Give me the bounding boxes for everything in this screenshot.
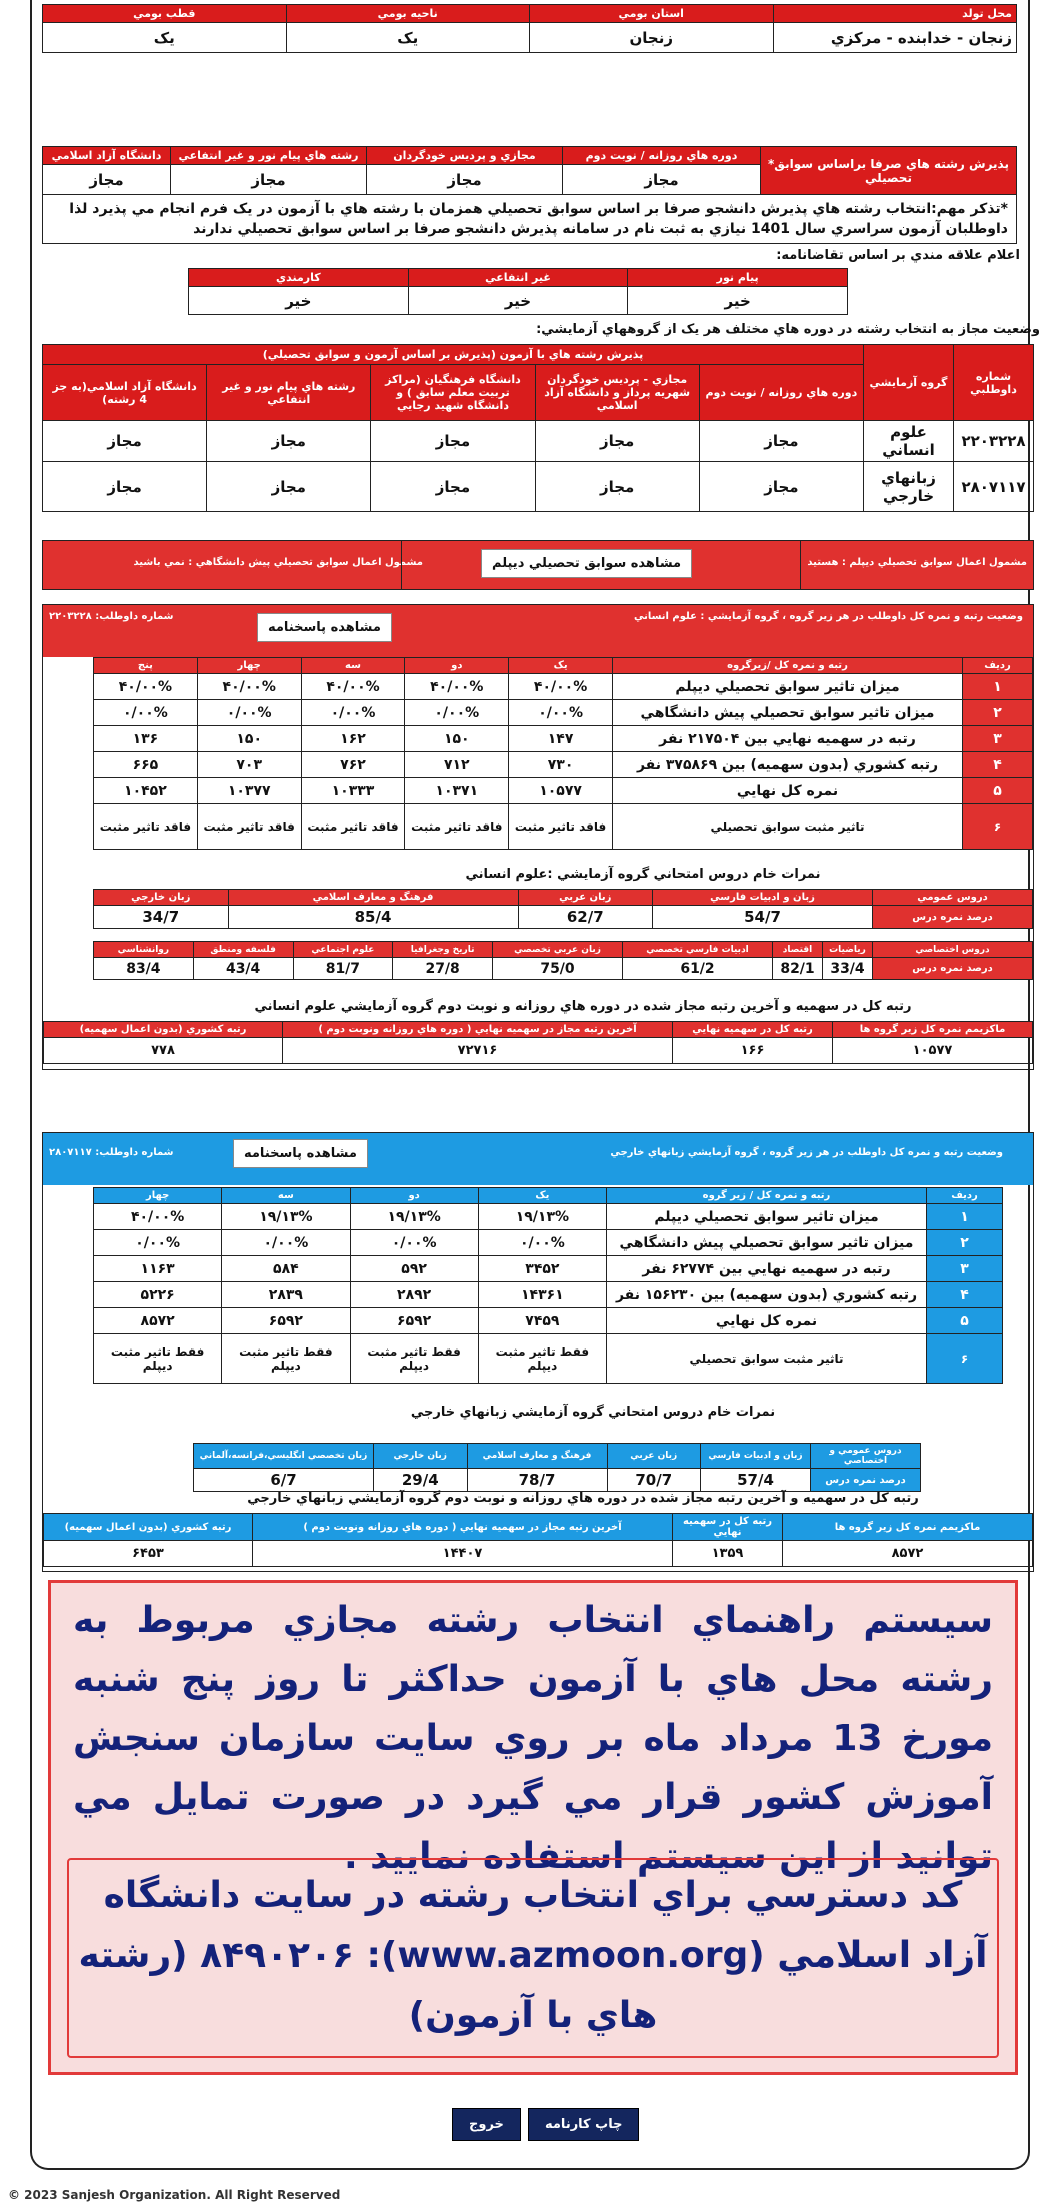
value-cell: ۱۴۷ — [509, 726, 613, 752]
value-cell: ۷۱۲ — [405, 752, 509, 778]
value-cell: ۰/۰۰% — [478, 1230, 606, 1256]
value-cell: ۱۵۰ — [197, 726, 301, 752]
value-cell: فاقد تاثير مثبت — [301, 804, 405, 850]
value-cell: ۶۶۵ — [94, 752, 198, 778]
row-label: ميزان تاثير سوابق تحصيلي ديپلم — [607, 1204, 927, 1230]
header-cell: زبان عربي تخصصي — [493, 942, 623, 958]
raw-scores-title: نمرات خام دروس امتحاني گروه آزمايشي :علوم انساني — [465, 867, 821, 882]
value-cell: ۰/۰۰% — [222, 1230, 350, 1256]
row-label: تاثير مثبت سوابق تحصيلي — [607, 1334, 927, 1384]
header-cell: زبان خارجي — [94, 890, 229, 906]
row-label: نمره کل نهايي — [613, 778, 963, 804]
row-label: ميزان تاثير سوابق تحصيلي ديپلم — [613, 674, 963, 700]
value-cell: 82/1 — [773, 958, 823, 980]
value-cell: ۱۰۳۷۱ — [405, 778, 509, 804]
row-index: ۶ — [963, 804, 1033, 850]
value-cell: ۴۰/۰۰% — [94, 674, 198, 700]
value-cell: ۵۲۲۶ — [94, 1282, 222, 1308]
value-cell: فقط تاثير مثبت ديپلم — [350, 1334, 478, 1384]
value-cell: خير — [408, 287, 628, 315]
value-cell: مجاز — [367, 165, 563, 195]
exit-button[interactable]: خروج — [452, 2108, 521, 2141]
humanities-general-table — [93, 889, 1033, 929]
value-cell: ۶۵۹۲ — [350, 1308, 478, 1334]
header-cell: دروس عمومي و اختصاصي — [811, 1444, 921, 1469]
row-label: رتبه در سهميه نهايي بين ۲۱۷۵۰۴ نفر — [613, 726, 963, 752]
header-cell: ناحيه بومي — [286, 5, 530, 23]
value-cell: ۴۰/۰۰% — [301, 674, 405, 700]
value-cell: فاقد تاثير مثبت — [509, 804, 613, 850]
value-cell: 33/4 — [823, 958, 873, 980]
languages-header — [43, 1133, 1033, 1185]
value-cell: 70/7 — [607, 1469, 701, 1492]
header-cell: زبان عربي — [607, 1444, 701, 1469]
table-row — [94, 804, 1033, 850]
final-rank-title: رتبه کل در سهميه و آخرين رتبه مجاز شده در دوره هاي روزانه و نوبت دوم گروه آزمايشي زبانهاي خارجي — [247, 1491, 919, 1506]
value-cell: يک — [43, 23, 287, 53]
header-cell: ماکزيمم نمره کل زير گروه ها — [783, 1514, 1033, 1541]
value-cell: ۱۴۳۶۱ — [478, 1282, 606, 1308]
value-cell: فاقد تاثير مثبت — [405, 804, 509, 850]
value-cell: 83/4 — [94, 958, 194, 980]
header-cell: روانشناسي — [94, 942, 194, 958]
value-cell: مجاز — [171, 165, 367, 195]
header-cell: مجازي - پرديس خودگردان شهريه پرداز و دانشگاه آزاد اسلامي — [535, 365, 699, 421]
header-cell: رتبه کشوري (بدون اعمال سهميه) — [44, 1514, 253, 1541]
row-label: تاثير مثبت سوابق تحصيلي — [613, 804, 963, 850]
value-cell: ۷۷۸ — [44, 1038, 283, 1064]
header-cell: رديف — [927, 1188, 1003, 1204]
row-index: ۱ — [963, 674, 1033, 700]
header-cell: دانشگاه آزاد اسلامي(به جز 4 رشته) — [43, 365, 207, 421]
row-index: ۱ — [927, 1204, 1003, 1230]
row-index: ۴ — [963, 752, 1033, 778]
value-cell: يک — [286, 23, 530, 53]
value-cell: مجاز — [371, 421, 535, 462]
value-cell: ۶۵۹۲ — [222, 1308, 350, 1334]
row-index: ۶ — [927, 1334, 1003, 1384]
candidate-number: شماره داوطلب: ۲۲۰۳۲۲۸ — [49, 611, 174, 622]
humanities-special-table — [93, 941, 1033, 980]
value-cell: ۲۸۳۹ — [222, 1282, 350, 1308]
birth-table — [42, 4, 1017, 53]
languages-section — [42, 1132, 1034, 1572]
value-cell: 29/4 — [374, 1469, 468, 1492]
row-label: رتبه در سهميه نهايي بين ۶۲۷۷۴ نفر — [607, 1256, 927, 1282]
row-index: ۲ — [963, 700, 1033, 726]
row-label: رتبه کشوري (بدون سهميه) بين ۳۷۵۸۶۹ نفر — [613, 752, 963, 778]
value-cell: ۷۶۲ — [301, 752, 405, 778]
value-cell: ۲۸۰۷۱۱۷ — [954, 462, 1034, 512]
row-label: ميزان تاثير سوابق تحصيلي پيش دانشگاهي — [613, 700, 963, 726]
table-row — [94, 1308, 1003, 1334]
header-cell: دروس اختصاصي — [873, 942, 1033, 958]
header-cell: رياضيات — [823, 942, 873, 958]
header-cell: زبان خارجي — [374, 1444, 468, 1469]
value-cell: ۱۱۶۳ — [94, 1256, 222, 1282]
value-cell: 43/4 — [193, 958, 293, 980]
header-cell: رشته هاي پيام نور و غير انتفاعي — [207, 365, 371, 421]
value-cell: ۷۳۰ — [509, 752, 613, 778]
value-cell: ۰/۰۰% — [350, 1230, 478, 1256]
header-cell: پيام نور — [628, 269, 848, 287]
header-cell: زبان و ادبيات فارسي — [701, 1444, 811, 1469]
header-cell: فرهنگ و معارف اسلامي — [228, 890, 518, 906]
value-cell: 57/4 — [701, 1469, 811, 1492]
table-row — [94, 778, 1033, 804]
print-report-button[interactable]: چاپ کارنامه — [528, 2108, 639, 2141]
value-cell: ۸۵۷۲ — [94, 1308, 222, 1334]
value-cell: ۰/۰۰% — [94, 1230, 222, 1256]
row-index: ۵ — [963, 778, 1033, 804]
value-cell: فقط تاثير مثبت ديپلم — [222, 1334, 350, 1384]
header-cell: کارمندي — [189, 269, 409, 287]
value-cell: فاقد تاثير مثبت — [94, 804, 198, 850]
access-code-text: کد دسترسي براي انتخاب رشته در سايت دانشگاه آزاد اسلامي (www.azmoon.org): ۸۴۹۰۲۰۶ (رشته هاي با آزمون) — [78, 1875, 988, 2036]
header-cell: مجازي و پرديس خودگردان — [367, 147, 563, 165]
status-table — [42, 344, 1034, 512]
humanities-section — [42, 604, 1034, 1070]
header-cell: زبان تخصصي انگليسي،فرانسه،آلماني — [194, 1444, 374, 1469]
value-cell: ۱۰۵۷۷ — [833, 1038, 1033, 1064]
table-row — [94, 1230, 1003, 1256]
value-cell: ۱۰۳۳۳ — [301, 778, 405, 804]
value-cell: ۱۶۲ — [301, 726, 405, 752]
header-cell: زبان عربي — [518, 890, 653, 906]
value-cell: ۰/۰۰% — [197, 700, 301, 726]
notice-box — [48, 1580, 1018, 2075]
value-cell: ۳۴۵۲ — [478, 1256, 606, 1282]
header-cell: رتبه و نمره کل /زيرگروه — [613, 658, 963, 674]
value-cell: زنجان — [530, 23, 774, 53]
value-cell: زبانهاي خارجي — [864, 462, 954, 512]
value-cell: 62/7 — [518, 906, 653, 929]
value-cell: 34/7 — [94, 906, 229, 929]
value-cell: مجاز — [699, 421, 863, 462]
value-cell: ۴۰/۰۰% — [197, 674, 301, 700]
header-cell: اقتصاد — [773, 942, 823, 958]
access-code-box — [67, 1858, 999, 2058]
value-cell: مجاز — [207, 462, 371, 512]
header-cell: دروس عمومي — [873, 890, 1033, 906]
table-row — [43, 462, 1034, 512]
value-cell: ۱۹/۱۳% — [478, 1204, 606, 1230]
table-row — [43, 421, 1034, 462]
candidate-number: شماره داوطلب: ۲۸۰۷۱۱۷ — [49, 1147, 174, 1158]
value-cell: مجاز — [535, 421, 699, 462]
header-cell: محل تولد — [773, 5, 1017, 23]
value-cell: ۱۹/۱۳% — [222, 1204, 350, 1230]
value-cell: علوم انساني — [864, 421, 954, 462]
row-index: ۳ — [963, 726, 1033, 752]
table-row — [94, 752, 1033, 778]
header-cell: رشته هاي پيام نور و غير انتفاعي — [171, 147, 367, 165]
header-cell: سه — [301, 658, 405, 674]
row-index: ۵ — [927, 1308, 1003, 1334]
value-cell: ۱۰۳۷۷ — [197, 778, 301, 804]
value-cell: 78/7 — [467, 1469, 607, 1492]
table-row — [94, 1334, 1003, 1384]
value-cell: ۱۰۵۷۷ — [509, 778, 613, 804]
header-cell: رتبه کشوري (بدون اعمال سهميه) — [44, 1022, 283, 1038]
languages-raw-table — [193, 1443, 921, 1492]
humanities-final-table — [43, 1021, 1033, 1064]
value-cell: ۱۹/۱۳% — [350, 1204, 478, 1230]
row-label: درصد نمره درس — [873, 958, 1033, 980]
header-cell: فلسفه ومنطق — [193, 942, 293, 958]
table-row — [94, 726, 1033, 752]
value-cell: ۲۲۰۳۲۲۸ — [954, 421, 1034, 462]
row-index: ۴ — [927, 1282, 1003, 1308]
interest-table — [188, 268, 848, 315]
value-cell: مجاز — [699, 462, 863, 512]
copyright: © 2023 Sanjesh Organization. All Right Reserved — [8, 2188, 341, 2202]
humanities-header — [43, 605, 1033, 657]
value-cell: ۱۰۴۵۲ — [94, 778, 198, 804]
value-cell: ۰/۰۰% — [301, 700, 405, 726]
row-index: ۲ — [927, 1230, 1003, 1256]
value-cell: خير — [628, 287, 848, 315]
header-cell: دانشگاه فرهنگيان (مراکز تربيت معلم سابق ) و دانشگاه شهيد رجايي — [371, 365, 535, 421]
value-cell: ۶۴۵۳ — [44, 1541, 253, 1567]
view-diploma-records-button[interactable]: مشاهده سوابق تحصيلي ديپلم — [481, 549, 692, 578]
table-row — [94, 674, 1033, 700]
admission-side-label: *پذيرش رشته هاي صرفا براساس سوابق تحصيلي — [761, 147, 1017, 195]
header-cell: دانشگاه آزاد اسلامي — [43, 147, 171, 165]
header-cell: استان بومي — [530, 5, 774, 23]
value-cell: ۲۸۹۲ — [350, 1282, 478, 1308]
header-cell: رديف — [963, 658, 1033, 674]
value-cell: فاقد تاثير مثبت — [197, 804, 301, 850]
value-cell: ۵۹۲ — [350, 1256, 478, 1282]
value-cell: مجاز — [535, 462, 699, 512]
value-cell: ۸۵۷۲ — [783, 1541, 1033, 1567]
value-cell: مجاز — [43, 462, 207, 512]
value-cell: 75/0 — [493, 958, 623, 980]
header-cell: آخرين رتبه مجاز در سهميه نهايي ( دوره هاي روزانه ونوبت دوم ) — [283, 1022, 673, 1038]
table-row — [94, 1256, 1003, 1282]
header-cell: سه — [222, 1188, 350, 1204]
status-group-header: پذيرش رشته هاي با آزمون (پذيرش بر اساس آزمون و سوابق تحصيلي) — [43, 345, 864, 365]
value-cell: 6/7 — [194, 1469, 374, 1492]
value-cell: فقط تاثير مثبت ديپلم — [94, 1334, 222, 1384]
row-label: ميزان تاثير سوابق تحصيلي پيش دانشگاهي — [607, 1230, 927, 1256]
value-cell: 81/7 — [293, 958, 393, 980]
header-cell: دوره هاي روزانه / نوبت دوم — [699, 365, 863, 421]
header-cell: يک — [509, 658, 613, 674]
header-cell: علوم اجتماعي — [293, 942, 393, 958]
value-cell: خير — [189, 287, 409, 315]
table-row — [94, 1204, 1003, 1230]
view-answer-sheet-button[interactable]: مشاهده پاسخنامه — [257, 613, 392, 642]
value-cell: مجاز — [563, 165, 761, 195]
status-title: وضعيت مجاز به انتخاب رشته در دوره هاي مختلف هر يک از گروههاي آزمايشي: — [536, 322, 1040, 337]
value-cell: ۴۰/۰۰% — [94, 1204, 222, 1230]
table-row — [94, 700, 1033, 726]
header-cell: آخرين رتبه مجاز در سهميه نهايي ( دوره هاي روزانه ونوبت دوم ) — [253, 1514, 673, 1541]
value-cell: 85/4 — [228, 906, 518, 929]
row-index: ۳ — [927, 1256, 1003, 1282]
value-cell: 61/2 — [623, 958, 773, 980]
header-cell: زبان و ادبيات فارسي — [653, 890, 873, 906]
header-cell: پنج — [94, 658, 198, 674]
value-cell: 27/8 — [393, 958, 493, 980]
header-cell: گروه آزمايشي — [864, 345, 954, 421]
languages-final-table — [43, 1513, 1033, 1567]
value-cell: مجاز — [43, 165, 171, 195]
table-row — [94, 1282, 1003, 1308]
value-cell: ۰/۰۰% — [94, 700, 198, 726]
header-cell: دو — [350, 1188, 478, 1204]
value-cell: ۰/۰۰% — [509, 700, 613, 726]
header-cell: تاريخ وجغرافيا — [393, 942, 493, 958]
value-cell: فقط تاثير مثبت ديپلم — [478, 1334, 606, 1384]
header-cell: دو — [405, 658, 509, 674]
header-cell: دوره هاي روزانه / نوبت دوم — [563, 147, 761, 165]
value-cell: مجاز — [43, 421, 207, 462]
header-cell: رتبه کل در سهميه نهايي — [673, 1514, 783, 1541]
value-cell: ۱۳۶ — [94, 726, 198, 752]
admission-note: *تذکر مهم:انتخاب رشته هاي پذيرش دانشجو صرفا بر اساس سوابق تحصيلي همزمان با رشته هاي با آزمون در يک فرم انجام مي پذيرد لذا داوطلبان آزمون سراسري سال 1401 نيازي به ثبت نام در سامانه پذيرش دانشجو صرفا بر اساس سوابق تحصيلي ندارند — [43, 195, 1017, 244]
header-cell: چهار — [94, 1188, 222, 1204]
value-cell: ۱۴۴۰۷ — [253, 1541, 673, 1567]
value-cell: ۷۴۵۹ — [478, 1308, 606, 1334]
view-answer-sheet-button[interactable]: مشاهده پاسخنامه — [233, 1139, 368, 1168]
value-cell: 54/7 — [653, 906, 873, 929]
header-cell: فرهنگ و معارف اسلامي — [467, 1444, 607, 1469]
value-cell: ۴۰/۰۰% — [509, 674, 613, 700]
header-cell: يک — [478, 1188, 606, 1204]
header-cell: شماره داوطلبي — [954, 345, 1034, 421]
row-label: درصد نمره درس — [873, 906, 1033, 929]
diploma-right-text: مشمول اعمال سوابق تحصيلي ديپلم : هستيد — [807, 557, 1027, 568]
header-cell: ماکزيمم نمره کل زير گروه ها — [833, 1022, 1033, 1038]
section-title: وضعيت رتبه و نمره کل داوطلب در هر زير گروه ، گروه آزمايشي زبانهاي خارجي — [610, 1147, 1003, 1158]
value-cell: ۷۲۷۱۶ — [283, 1038, 673, 1064]
value-cell: ۰/۰۰% — [405, 700, 509, 726]
row-label: رتبه کشوري (بدون سهميه) بين ۱۵۶۲۳۰ نفر — [607, 1282, 927, 1308]
header-cell: قطب بومي — [43, 5, 287, 23]
header-cell: رتبه و نمره کل / زير گروه — [607, 1188, 927, 1204]
value-cell: ۴۰/۰۰% — [405, 674, 509, 700]
header-cell: رتبه کل در سهميه نهايي — [673, 1022, 833, 1038]
value-cell: مجاز — [207, 421, 371, 462]
value-cell: ۷۰۳ — [197, 752, 301, 778]
raw-scores-title: نمرات خام دروس امتحاني گروه آزمايشي زبانهاي خارجي — [410, 1405, 776, 1420]
header-cell: چهار — [197, 658, 301, 674]
row-label: درصد نمره درس — [811, 1469, 921, 1492]
languages-rank-table — [93, 1187, 1003, 1384]
diploma-bar — [42, 540, 1034, 590]
value-cell: مجاز — [371, 462, 535, 512]
value-cell: ۵۸۴ — [222, 1256, 350, 1282]
row-label: نمره کل نهايي — [607, 1308, 927, 1334]
value-cell: ۱۶۶ — [673, 1038, 833, 1064]
diploma-left-text: مشمول اعمال سوابق تحصيلي پيش دانشگاهي : نمي باشيد — [133, 557, 423, 568]
header-cell: ادبيات فارسي تخصصي — [623, 942, 773, 958]
value-cell: ۱۵۰ — [405, 726, 509, 752]
value-cell: ۱۳۵۹ — [673, 1541, 783, 1567]
admission-table — [42, 146, 1017, 244]
final-rank-title: رتبه کل در سهميه و آخرين رتبه مجاز شده در دوره هاي روزانه و نوبت دوم گروه آزمايشي علوم انساني — [254, 999, 912, 1014]
header-cell: غير انتفاعي — [408, 269, 628, 287]
interest-title: اعلام علاقه مندي بر اساس تقاضانامه: — [776, 248, 1020, 263]
value-cell: زنجان - خدابنده - مرکزي — [773, 23, 1017, 53]
section-title: وضعيت رتبه و نمره کل داوطلب در هر زير گروه ، گروه آزمايشي : علوم انساني — [633, 611, 1023, 622]
notice-text: سيستم راهنماي انتخاب رشته مجازي مربوط به رشته محل هاي با آزمون حداکثر تا روز پنج شنبه مورخ 13 مرداد ماه بر روي سايت سازمان سنجش آموزش کشور قرار مي گيرد در صورت تمايل مي توانيد از اين سيستم استفاده نماييد . — [73, 1600, 994, 1877]
humanities-rank-table — [93, 657, 1033, 850]
